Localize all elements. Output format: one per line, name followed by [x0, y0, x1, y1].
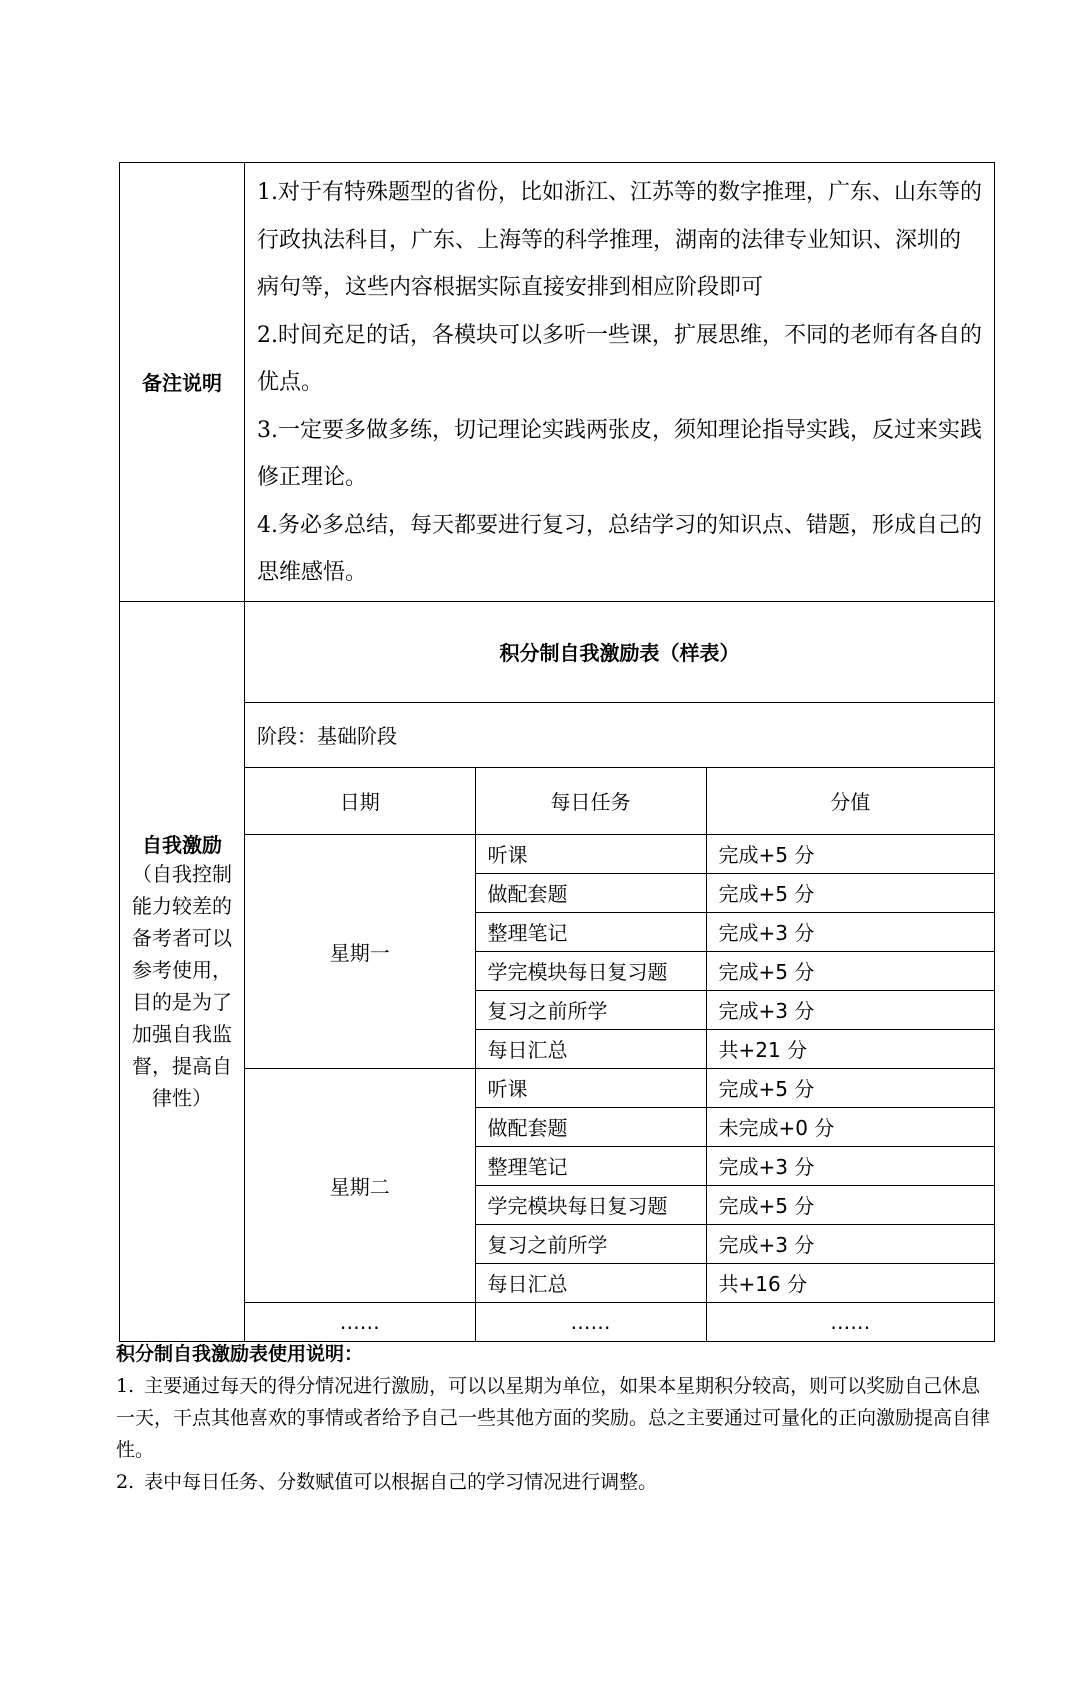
day-tuesday: 星期二	[245, 1068, 475, 1302]
motivation-row	[120, 601, 995, 1341]
usage-title: 积分制自我激励表使用说明：	[116, 1343, 364, 1365]
score-cell: 完成+3 分	[706, 1146, 994, 1185]
stage-label: 阶段：基础阶段	[245, 702, 994, 767]
task-cell: 做配套题	[475, 873, 706, 912]
score-table-title: 积分制自我激励表（样表）	[245, 602, 994, 703]
task-cell: 整理笔记	[475, 1146, 706, 1185]
task-cell: 复习之前所学	[475, 990, 706, 1029]
note-item: 3.一定要多做多练，切记理论实践两张皮，须知理论指导实践，反过来实践修正理论。	[257, 417, 982, 490]
header-task: 每日任务	[475, 767, 706, 834]
notes-row	[120, 163, 995, 602]
note-item: 1.对于有特殊题型的省份，比如浙江、江苏等的数字推理，广东、山东等的行政执法科目，广东、上海等的科学推理，湖南的法律专业知识、深圳的病句等，这些内容根据实际直接安排到相应阶段即可	[257, 180, 982, 300]
notes-content	[245, 163, 995, 602]
score-cell: 未完成+0 分	[706, 1107, 994, 1146]
header-date: 日期	[245, 767, 475, 834]
task-cell: 学完模块每日复习题	[475, 951, 706, 990]
task-cell: 听课	[475, 834, 706, 873]
score-cell: 完成+5 分	[706, 873, 994, 912]
score-cell: 完成+5 分	[706, 951, 994, 990]
ellipsis-cell: ……	[475, 1302, 706, 1341]
usage-item-text: 表中每日任务、分数赋值可以根据自己的学习情况进行调整。	[144, 1471, 658, 1493]
usage-item-number: 1.	[116, 1375, 135, 1397]
score-cell: 共+21 分	[706, 1029, 994, 1068]
ellipsis-cell: ……	[245, 1302, 475, 1341]
usage-item-number: 2.	[116, 1471, 135, 1493]
score-cell: 完成+5 分	[706, 1185, 994, 1224]
ellipsis-row	[245, 1302, 994, 1341]
task-cell: 复习之前所学	[475, 1224, 706, 1263]
score-cell: 完成+5 分	[706, 834, 994, 873]
motivation-content	[245, 601, 995, 1341]
table-row	[245, 834, 994, 873]
usage-item	[116, 1466, 996, 1498]
usage-item	[116, 1370, 996, 1466]
score-cell: 完成+3 分	[706, 912, 994, 951]
score-cell: 完成+3 分	[706, 990, 994, 1029]
task-cell: 做配套题	[475, 1107, 706, 1146]
motivation-label-cell	[120, 601, 245, 1341]
header-row	[245, 767, 994, 834]
task-cell: 每日汇总	[475, 1029, 706, 1068]
task-cell: 整理笔记	[475, 912, 706, 951]
task-cell: 听课	[475, 1068, 706, 1107]
table-row	[245, 1068, 994, 1107]
score-cell: 共+16 分	[706, 1263, 994, 1302]
plan-table	[119, 162, 995, 1342]
usage-notes	[116, 1338, 996, 1498]
task-cell: 学完模块每日复习题	[475, 1185, 706, 1224]
day-monday: 星期一	[245, 834, 475, 1068]
motivation-sublabel: （自我控制能力较差的备考者可以参考使用，目的是为了加强自我监督，提高自律性）	[132, 861, 232, 1110]
ellipsis-cell: ……	[706, 1302, 994, 1341]
usage-item-text: 主要通过每天的得分情况进行激励，可以以星期为单位，如果本星期积分较高，则可以奖励自己休息一天，干点其他喜欢的事情或者给予自己一些其他方面的奖励。总之主要通过可量化的正向激励提高自律性。	[116, 1375, 991, 1461]
note-item: 2.时间充足的话，各模块可以多听一些课，扩展思维，不同的老师有各自的优点。	[257, 322, 982, 395]
score-table	[245, 602, 994, 1341]
motivation-label: 自我激励	[142, 832, 222, 857]
task-cell: 每日汇总	[475, 1263, 706, 1302]
notes-label: 备注说明	[120, 163, 245, 602]
score-cell: 完成+5 分	[706, 1068, 994, 1107]
score-cell: 完成+3 分	[706, 1224, 994, 1263]
header-score: 分值	[706, 767, 994, 834]
note-item: 4.务必多总结，每天都要进行复习，总结学习的知识点、错题，形成自己的思维感悟。	[257, 512, 982, 585]
